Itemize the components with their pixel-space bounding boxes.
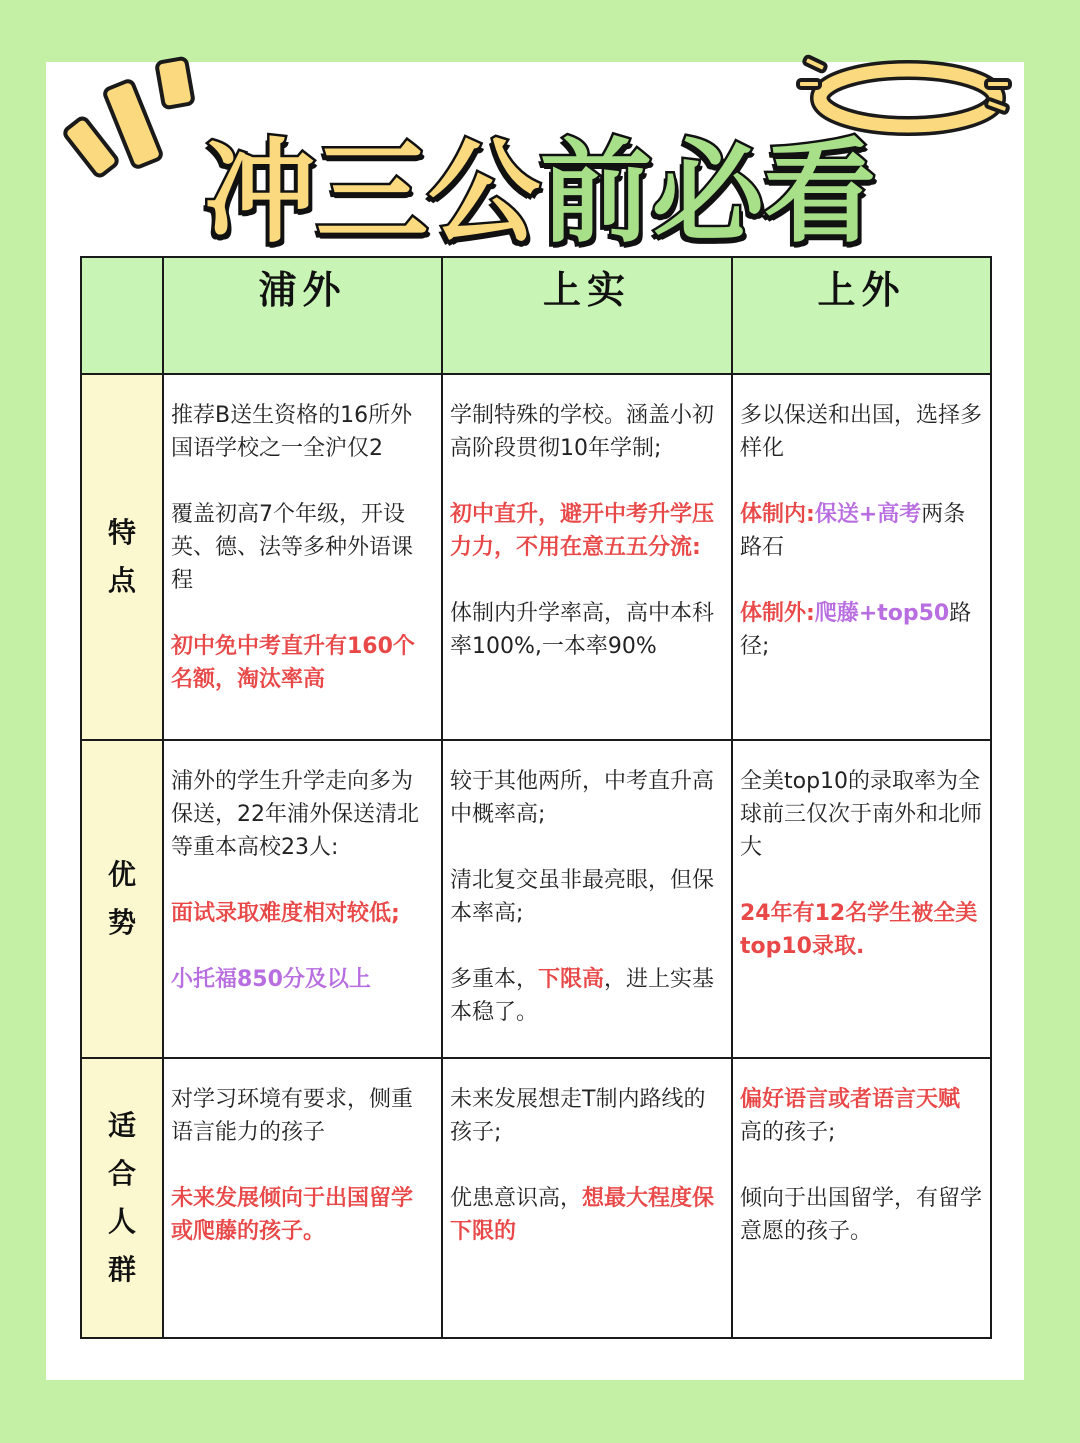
comparison-table	[80, 256, 992, 1339]
cell-paragraph	[450, 864, 723, 930]
table-row	[81, 1058, 991, 1338]
cell-text: 偏好语言或者语言天赋	[740, 1087, 961, 1112]
cell-paragraph	[740, 399, 982, 465]
cell-text: 爬藤+top50	[814, 601, 950, 626]
row-label: 优势	[81, 740, 163, 1058]
table-cell	[732, 740, 991, 1058]
cell-paragraph	[171, 963, 433, 996]
cell-paragraph	[740, 897, 982, 963]
cell-text: 覆盖初高7个年级，开设英、德、法等多种外语课程	[171, 502, 414, 593]
cell-text: 初中免中考直升有160个名额，淘汰率高	[171, 634, 415, 692]
cell-text: 保送+高考	[814, 502, 922, 527]
cell-text: 多以保送和出国，选择多样化	[740, 403, 983, 461]
cell-text: 初中直升，避开中考升学压力力，不用在意五五分流:	[450, 502, 715, 560]
table-cell	[732, 374, 991, 740]
header-row	[81, 257, 991, 374]
cell-text: 优患意识高，	[450, 1186, 583, 1211]
cell-text: 倾向于出国留学，有留学意愿的孩子。	[740, 1186, 983, 1244]
cell-text: ，进上实基本稳了。	[450, 967, 715, 1025]
cell-text: 学制特殊的学校。涵盖小初高阶段贯彻10年学制;	[450, 403, 715, 461]
cell-paragraph	[171, 498, 433, 597]
table-cell	[442, 1058, 732, 1338]
cell-text: top10录取.	[740, 934, 865, 959]
cell-paragraph	[450, 399, 723, 465]
cell-text: 体制内升学率高，高中本科率100%,一本率90%	[450, 601, 715, 659]
cell-text: 全美top10的录取率为全球前三仅次于南外和北师大	[740, 769, 983, 860]
cell-paragraph	[450, 963, 723, 1029]
table-row	[81, 740, 991, 1058]
cell-text: 两条路石	[740, 502, 966, 560]
cell-paragraph	[450, 1182, 723, 1248]
cell-paragraph	[450, 597, 723, 663]
header-shangshi: 上实	[442, 257, 732, 374]
cell-text: 对学习环境有要求，侧重语言能力的孩子	[171, 1087, 414, 1145]
title-part-green: 前必看	[540, 127, 876, 258]
table-cell	[442, 740, 732, 1058]
cell-paragraph	[171, 630, 433, 696]
cell-text: 清北复交虽非最亮眼，但保本率高;	[450, 868, 715, 926]
cell-paragraph	[450, 1083, 723, 1149]
page-title	[0, 118, 1080, 258]
table-cell	[163, 740, 442, 1058]
cell-text: 面试录取难度相对较低;	[171, 901, 400, 926]
cell-text: 推荐B送生资格的16所外国语学校之一全沪仅2	[171, 403, 413, 461]
cell-paragraph	[740, 1083, 982, 1149]
cell-paragraph	[740, 765, 982, 864]
table-cell	[163, 374, 442, 740]
cell-paragraph	[450, 765, 723, 831]
table-cell	[163, 1058, 442, 1338]
table-cell	[732, 1058, 991, 1338]
cell-text: 多重本，	[450, 967, 539, 992]
cell-text: 下限高	[538, 967, 605, 992]
header-pufu: 浦外	[163, 257, 442, 374]
cell-text: 未来发展想走T制内路线的孩子;	[450, 1087, 706, 1145]
header-shangwai: 上外	[732, 257, 991, 374]
cell-text: 体制内:	[740, 502, 815, 527]
cell-paragraph	[171, 897, 433, 930]
row-label: 特点	[81, 374, 163, 740]
cell-text: 小托福850分及以上	[171, 967, 371, 992]
cell-text: 体制外:	[740, 601, 815, 626]
cell-paragraph	[171, 1182, 433, 1248]
table-row	[81, 374, 991, 740]
cell-paragraph	[740, 498, 982, 564]
cell-paragraph	[740, 597, 982, 663]
cell-paragraph	[171, 1083, 433, 1149]
cell-text: 想最大程度保下限的	[450, 1186, 715, 1244]
cell-text: 未来发展倾向于出国留学或爬藤的孩子。	[171, 1186, 414, 1244]
cell-text: 24年有12名学生被全美	[740, 901, 978, 926]
table-cell	[442, 374, 732, 740]
cell-paragraph	[171, 399, 433, 465]
cell-text: 较于其他两所，中考直升高中概率高;	[450, 769, 715, 827]
cell-paragraph	[450, 498, 723, 564]
row-label: 适合人群	[81, 1058, 163, 1338]
cell-text: 路径;	[740, 601, 972, 659]
cell-text: 高的孩子;	[740, 1120, 836, 1145]
header-corner	[81, 257, 163, 374]
cell-paragraph	[740, 1182, 982, 1248]
title-part-yellow: 冲三公	[204, 127, 540, 258]
cell-text: 浦外的学生升学走向多为保送，22年浦外保送清北等重本高校23人:	[171, 769, 419, 860]
cell-paragraph	[171, 765, 433, 864]
